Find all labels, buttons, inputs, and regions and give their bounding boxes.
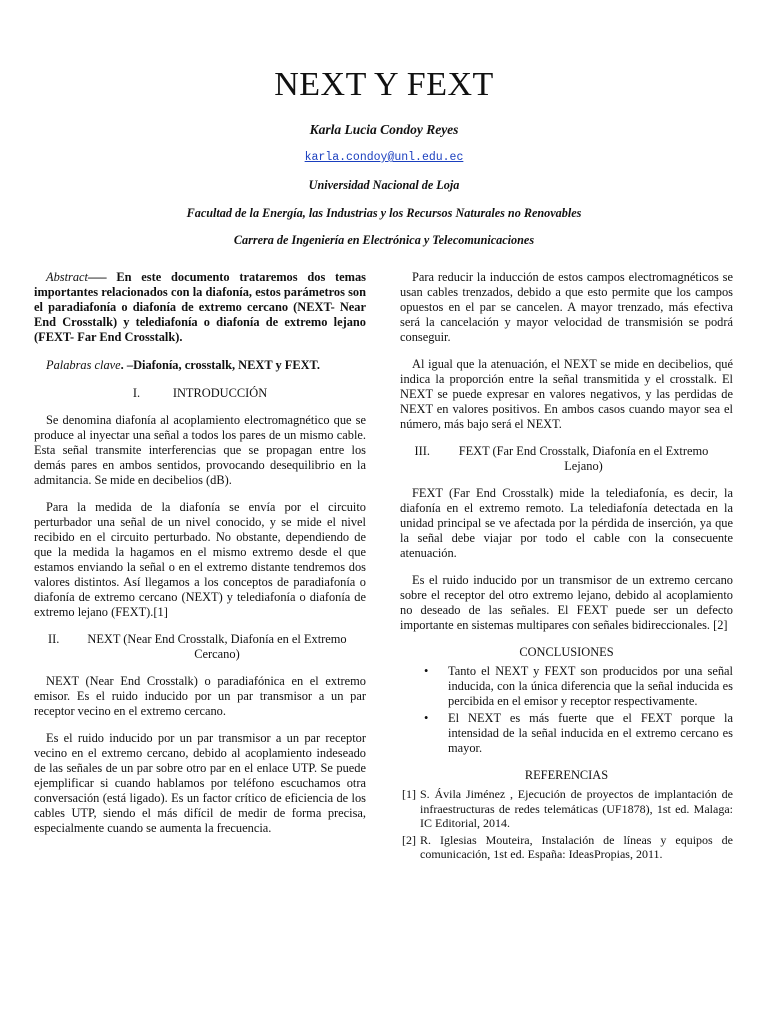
keywords-label: Palabras clave: [46, 358, 121, 372]
conclusions-list: [400, 664, 733, 756]
paragraph: NEXT (Near End Crosstalk) o paradiafónica en el extremo emisor. Es el ruido inducido por un par transmisor a un par receptor vecino en el extremo cercano.: [34, 674, 366, 718]
reference-item: [400, 787, 733, 831]
list-item-text: Tanto el NEXT y FEXT son producidos por una señal inducida, con la única diferencia que la señal inducida es percibida en el emisor y receptor respectivamente.: [448, 664, 733, 708]
keywords-separator: . –: [120, 358, 134, 372]
section-heading-fext: [400, 444, 733, 474]
paragraph: Es el ruido inducido por un par transmisor a un par receptor vecino en el extremo cercano, debido al acoplamiento indeseado de las señales de un par sobre otro par en el enlace UTP. Se puede ejemplificar si cuando hablamos por teléfono escuchamos otra conversación (está ligado). Es un factor crítico de eficiencia de los cables UTP, siendo el más difícil de medir de forma precisa, especialmente cuando se aumenta la frecuencia.: [34, 731, 366, 835]
list-item: [400, 664, 733, 709]
section-number: I.: [132, 386, 141, 400]
paper-title: NEXT Y FEXT: [274, 66, 494, 103]
list-item: [400, 711, 733, 756]
bullet-icon: •: [424, 664, 429, 678]
career-name: Carrera de Ingeniería en Electrónica y Telecomunicaciones: [233, 233, 535, 247]
abstract-label: Abstract: [46, 270, 88, 284]
references-heading: REFERENCIAS: [524, 768, 609, 782]
reference-text: S. Ávila Jiménez , Ejecución de proyectos de implantación de infraestructuras de redes telemáticas (UF1878), 1st ed. Malaga: IC Editorial, 2014.: [420, 787, 733, 830]
section-number: III.: [414, 444, 430, 458]
left-column: [34, 270, 366, 848]
paragraph: FEXT (Far End Crosstalk) mide la telediafonía, es decir, la diafonía en el extremo remoto. La telediafonía detectada en la unidad principal se ve afectada por la pérdida de inserción, ya que la señal debe viajar por todo el cable con la consecuente atenuación.: [400, 486, 733, 560]
section-title: INTRODUCCIÓN: [172, 386, 268, 400]
abstract-separator: —–: [88, 270, 117, 284]
section-title: FEXT (Far End Crosstalk, Diafonía en el Extremo Lejano): [458, 444, 709, 473]
paragraph: Es el ruido inducido por un transmisor de un extremo cercano sobre el receptor del otro extremo lejano, debido al acoplamiento no deseado de las señales. El FEXT puede ser un defecto importante en sistemas multipares con señales bidireccionales. [2]: [400, 573, 733, 632]
keywords: [34, 358, 366, 373]
reference-text: R. Iglesias Mouteira, Instalación de líneas y equipos de comunicación, 1st ed. España: IdeasPropias, 2011.: [420, 832, 733, 861]
university-name: Universidad Nacional de Loja: [308, 178, 460, 192]
section-number: II.: [48, 632, 60, 646]
reference-item: [400, 833, 733, 862]
references-list: [400, 787, 733, 862]
paragraph: Se denomina diafonía al acoplamiento electromagnético que se produce al inyectar una señal a todos los pares de un mismo cable. Esta señal transmite interferencias que se propagan entre los demás pares en ambos sentidos, provocando desequilibrio en la admitancia. Se mide en decibelios (dB).: [34, 413, 366, 487]
section-heading-next: [34, 632, 366, 662]
reference-number: [2]: [402, 832, 416, 847]
right-column: [400, 270, 733, 864]
conclusions-heading: CONCLUSIONES: [519, 645, 614, 659]
paragraph: Para reducir la inducción de estos campos electromagnéticos se usan cables trenzados, debido a que esto permite que los campos opuestos en el par se cancelen. A mayor trenzado, más efectiva será la cancelación y mayor velocidad de transmisión se podrá conseguir.: [400, 270, 733, 344]
faculty-name: Facultad de la Energía, las Industrias y los Recursos Naturales no Renovables: [186, 206, 582, 220]
abstract-text: En este documento trataremos dos temas importantes relacionados con la diafonía, estos parámetros son el paradiafonía o diafonía de extremo cercano (NEXT- Near End Crosstalk) y telediafonía o diafonía de extremo lejano (FEXT- Far End Crosstalk).: [34, 270, 367, 344]
reference-number: [1]: [402, 787, 416, 801]
section-heading-intro: [34, 386, 366, 401]
author-email-link[interactable]: karla.condoy@unl.edu.ec: [304, 151, 464, 164]
author-name: Karla Lucia Condoy Reyes: [309, 122, 459, 137]
abstract: [34, 270, 366, 345]
list-item-text: El NEXT es más fuerte que el FEXT porque la intensidad de la señal inducida en el extremo cercano es mayor.: [448, 711, 733, 755]
keywords-text: Diafonía, crosstalk, NEXT y FEXT.: [133, 358, 320, 372]
bullet-icon: •: [424, 711, 429, 725]
section-title: NEXT (Near End Crosstalk, Diafonía en el Extremo Cercano): [87, 632, 347, 661]
author-email-row: [0, 151, 768, 164]
paragraph: Al igual que la atenuación, el NEXT se mide en decibelios, qué indica la proporción entre la señal transmitida y el crosstalk. El NEXT se puede expresar en valores negativos, y las perdidas de NEXT en valores positivos. En ambos casos cuando mayor sea el número, más bajo será el NEXT.: [400, 357, 733, 431]
paragraph: Para la medida de la diafonía se envía por el circuito perturbador una señal de un nivel conocido, y se mide el nivel recibido en el circuito perturbado. No obstante, dependiendo de que la medida la hagamos en el mismo extremo desde el que estamos enviando la señal o en el extremo distante tendremos dos valores distintos. Así llegamos a los conceptos de paradiafonía o diafonía de extremo cercano (NEXT) y telediafonía o diafonía de extremo lejano (FEXT).[1]: [34, 500, 366, 619]
